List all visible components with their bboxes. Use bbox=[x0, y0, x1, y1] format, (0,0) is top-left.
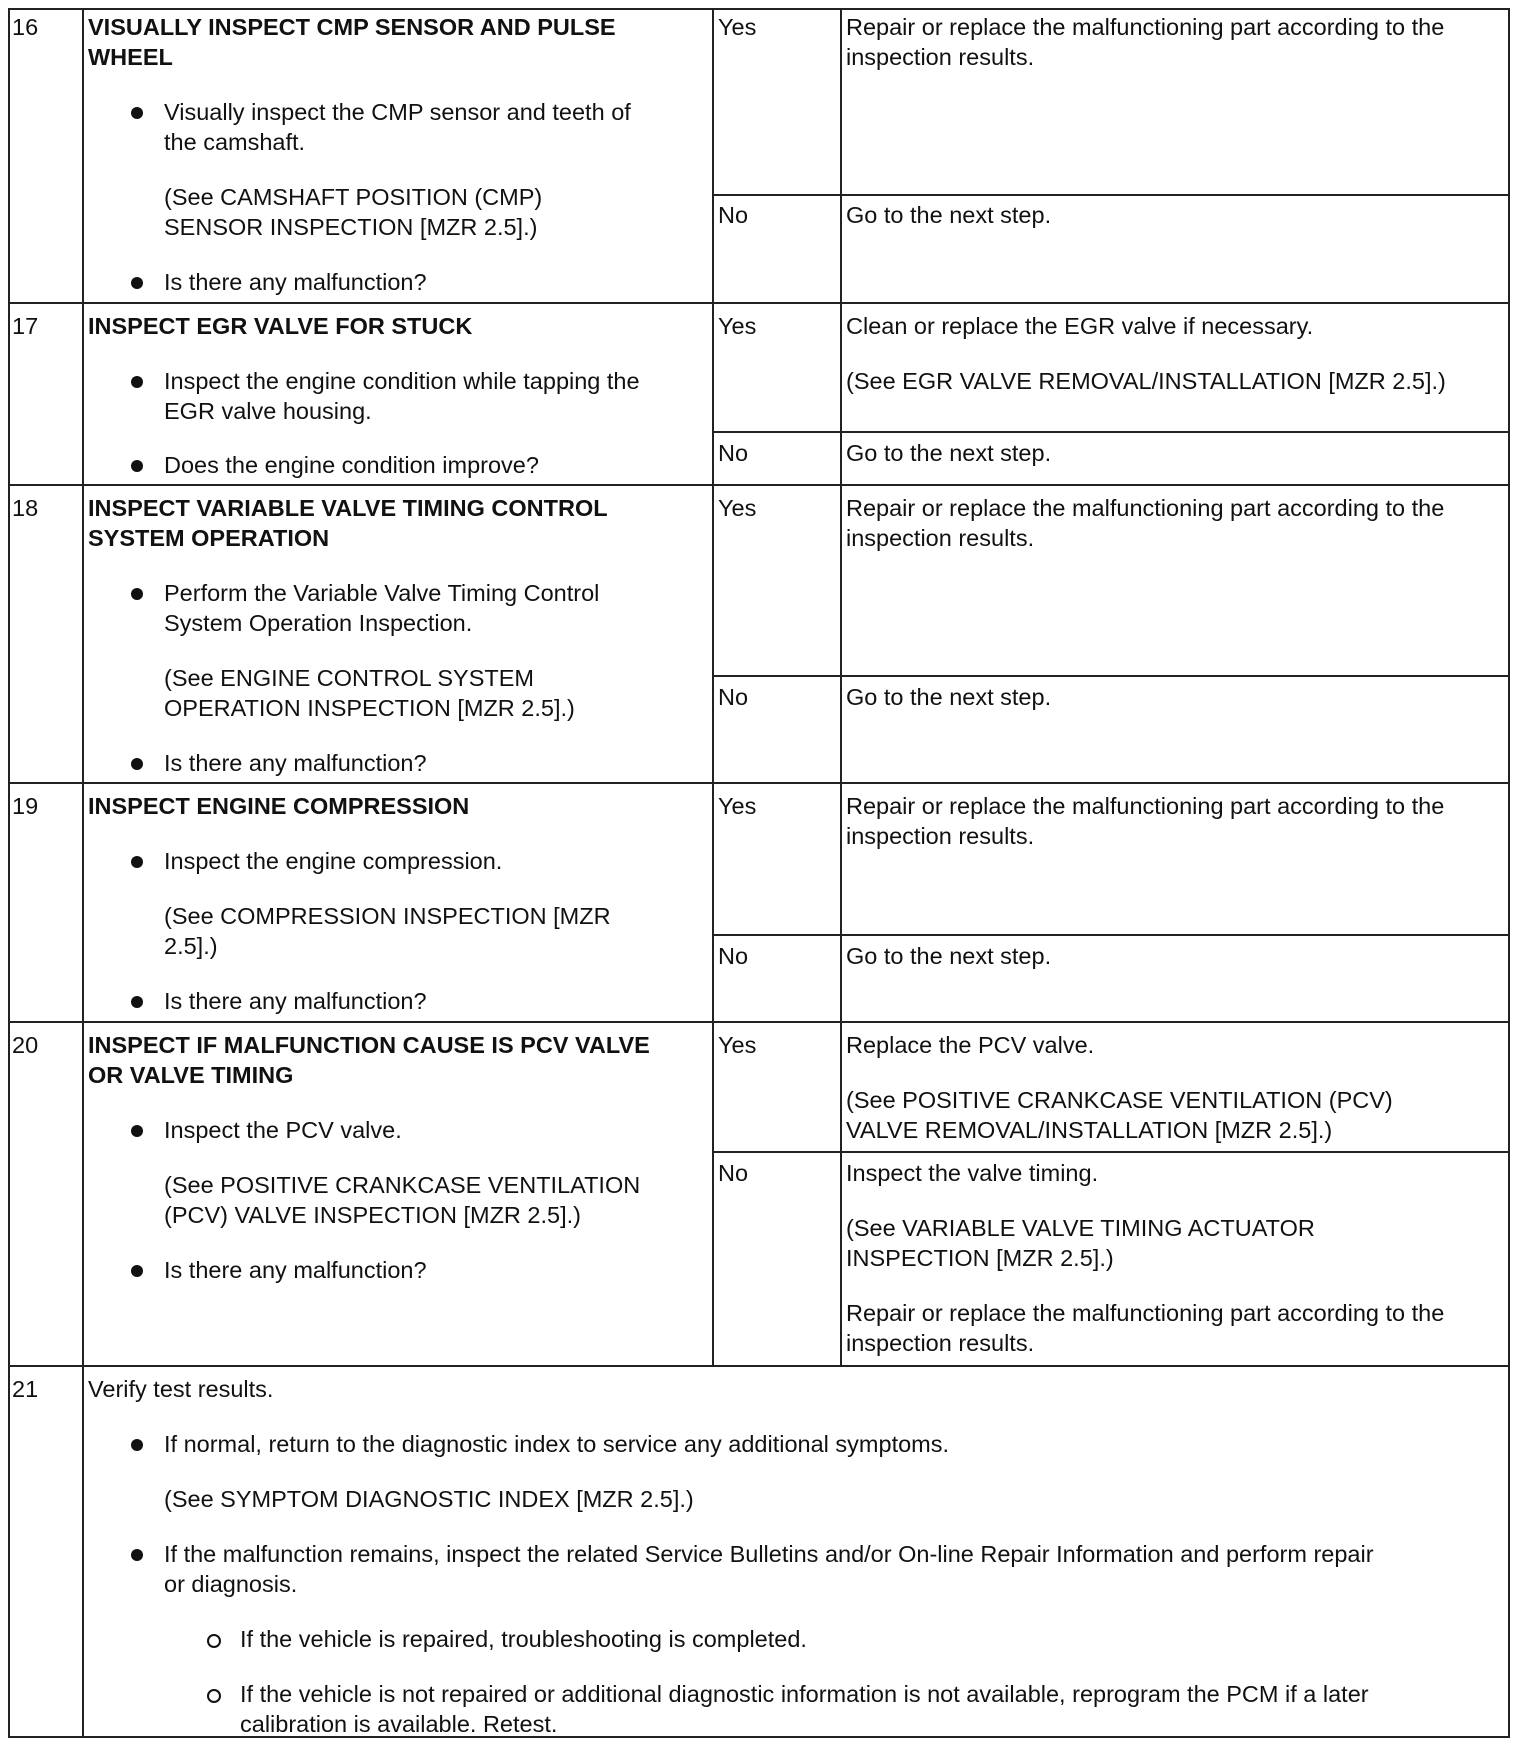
step-instruction: System Operation Inspection. bbox=[164, 610, 473, 636]
yes-result: Repair or replace the malfunctioning part according to the bbox=[846, 495, 1445, 521]
no-label: No bbox=[718, 943, 749, 969]
step-reference: OPERATION INSPECTION [MZR 2.5].) bbox=[164, 695, 575, 721]
col-divider-number bbox=[82, 10, 84, 1738]
step-instruction: Is there any malfunction? bbox=[164, 988, 427, 1014]
row-divider bbox=[10, 302, 1510, 304]
step-title: INSPECT ENGINE COMPRESSION bbox=[88, 793, 470, 819]
sub-bullet-icon bbox=[207, 1634, 221, 1648]
step-number: 19 bbox=[12, 793, 39, 819]
yes-result: VALVE REMOVAL/INSTALLATION [MZR 2.5].) bbox=[846, 1117, 1333, 1143]
yes-result: (See EGR VALVE REMOVAL/INSTALLATION [MZR 2.5].) bbox=[846, 368, 1446, 394]
step-instruction: the camshaft. bbox=[164, 129, 306, 155]
step-number: 20 bbox=[12, 1032, 39, 1058]
yes-result: Repair or replace the malfunctioning part according to the bbox=[846, 793, 1445, 819]
step-sub-instruction: If the vehicle is not repaired or additional diagnostic information is not available, reprogram the PCM if a later bbox=[240, 1681, 1369, 1707]
yes-result: Clean or replace the EGR valve if necessary. bbox=[846, 313, 1314, 339]
step-instruction: Perform the Variable Valve Timing Control bbox=[164, 580, 600, 606]
no-label: No bbox=[718, 684, 749, 710]
yes-label: Yes bbox=[718, 14, 757, 40]
step-reference: (See POSITIVE CRANKCASE VENTILATION bbox=[164, 1172, 641, 1198]
step-instruction: Is there any malfunction? bbox=[164, 750, 427, 776]
no-result: inspection results. bbox=[846, 1330, 1035, 1356]
step-instruction: Inspect the engine compression. bbox=[164, 848, 503, 874]
yes-label: Yes bbox=[718, 1032, 757, 1058]
step-instruction: Does the engine condition improve? bbox=[164, 452, 539, 478]
row-divider bbox=[10, 484, 1510, 486]
bullet-icon bbox=[131, 1265, 143, 1277]
step-instruction: If normal, return to the diagnostic index to service any additional symptoms. bbox=[164, 1431, 950, 1457]
step-title: OR VALVE TIMING bbox=[88, 1062, 294, 1088]
no-label: No bbox=[718, 440, 749, 466]
no-result: Go to the next step. bbox=[846, 440, 1052, 466]
step-reference: (See CAMSHAFT POSITION (CMP) bbox=[164, 184, 543, 210]
step-instruction: Verify test results. bbox=[88, 1376, 274, 1402]
no-result: Inspect the valve timing. bbox=[846, 1160, 1099, 1186]
step-instruction: Visually inspect the CMP sensor and teeth of bbox=[164, 99, 631, 125]
row-divider bbox=[10, 1365, 1510, 1367]
step-instruction: Inspect the engine condition while tapping the bbox=[164, 368, 640, 394]
step-instruction: EGR valve housing. bbox=[164, 398, 372, 424]
step-instruction: Is there any malfunction? bbox=[164, 269, 427, 295]
bullet-icon bbox=[131, 856, 143, 868]
bullet-icon bbox=[131, 588, 143, 600]
no-result: Go to the next step. bbox=[846, 202, 1052, 228]
no-label: No bbox=[718, 1160, 749, 1186]
bullet-icon bbox=[131, 758, 143, 770]
step-number: 18 bbox=[12, 495, 39, 521]
yes-result: inspection results. bbox=[846, 44, 1035, 70]
no-result: Go to the next step. bbox=[846, 943, 1052, 969]
step-sub-instruction: If the vehicle is repaired, troubleshooting is completed. bbox=[240, 1626, 807, 1652]
yes-no-divider bbox=[712, 431, 1510, 433]
step-reference: 2.5].) bbox=[164, 933, 218, 959]
step-number: 17 bbox=[12, 313, 39, 339]
no-label: No bbox=[718, 202, 749, 228]
yes-result: inspection results. bbox=[846, 823, 1035, 849]
bullet-icon bbox=[131, 376, 143, 388]
step-reference: (See COMPRESSION INSPECTION [MZR bbox=[164, 903, 611, 929]
bullet-icon bbox=[131, 1439, 143, 1451]
col-divider-action bbox=[712, 10, 714, 1365]
row-divider bbox=[10, 1021, 1510, 1023]
bullet-icon bbox=[131, 996, 143, 1008]
step-title: VISUALLY INSPECT CMP SENSOR AND PULSE bbox=[88, 14, 616, 40]
no-result: Go to the next step. bbox=[846, 684, 1052, 710]
yes-no-divider bbox=[712, 934, 1510, 936]
yes-no-divider bbox=[712, 675, 1510, 677]
yes-result: Replace the PCV valve. bbox=[846, 1032, 1095, 1058]
yes-result: inspection results. bbox=[846, 525, 1035, 551]
step-title: INSPECT VARIABLE VALVE TIMING CONTROL bbox=[88, 495, 608, 521]
step-instruction: Inspect the PCV valve. bbox=[164, 1117, 402, 1143]
step-sub-instruction: calibration is available. Retest. bbox=[240, 1711, 558, 1737]
no-result: INSPECTION [MZR 2.5].) bbox=[846, 1245, 1114, 1271]
step-number: 21 bbox=[12, 1376, 39, 1402]
step-title: INSPECT IF MALFUNCTION CAUSE IS PCV VALVE bbox=[88, 1032, 650, 1058]
step-instruction: If the malfunction remains, inspect the related Service Bulletins and/or On-line Repair Information and perform repair bbox=[164, 1541, 1374, 1567]
bullet-icon bbox=[131, 1125, 143, 1137]
step-number: 16 bbox=[12, 14, 39, 40]
bullet-icon bbox=[131, 107, 143, 119]
yes-no-divider bbox=[712, 1151, 1510, 1153]
row-divider bbox=[10, 782, 1510, 784]
no-result: Repair or replace the malfunctioning part according to the bbox=[846, 1300, 1445, 1326]
step-reference: SENSOR INSPECTION [MZR 2.5].) bbox=[164, 214, 538, 240]
step-title: SYSTEM OPERATION bbox=[88, 525, 330, 551]
yes-no-divider bbox=[712, 194, 1510, 196]
yes-label: Yes bbox=[718, 313, 757, 339]
sub-bullet-icon bbox=[207, 1689, 221, 1703]
step-instruction: Is there any malfunction? bbox=[164, 1257, 427, 1283]
step-title: WHEEL bbox=[88, 44, 173, 70]
bullet-icon bbox=[131, 277, 143, 289]
step-reference: (See SYMPTOM DIAGNOSTIC INDEX [MZR 2.5].) bbox=[164, 1486, 694, 1512]
step-reference: (PCV) VALVE INSPECTION [MZR 2.5].) bbox=[164, 1202, 581, 1228]
bullet-icon bbox=[131, 1549, 143, 1561]
yes-label: Yes bbox=[718, 495, 757, 521]
step-instruction: or diagnosis. bbox=[164, 1571, 298, 1597]
yes-result: (See POSITIVE CRANKCASE VENTILATION (PCV) bbox=[846, 1087, 1393, 1113]
col-divider-result bbox=[840, 10, 842, 1365]
step-title: INSPECT EGR VALVE FOR STUCK bbox=[88, 313, 473, 339]
no-result: (See VARIABLE VALVE TIMING ACTUATOR bbox=[846, 1215, 1315, 1241]
yes-result: Repair or replace the malfunctioning part according to the bbox=[846, 14, 1445, 40]
yes-label: Yes bbox=[718, 793, 757, 819]
bullet-icon bbox=[131, 460, 143, 472]
step-reference: (See ENGINE CONTROL SYSTEM bbox=[164, 665, 534, 691]
